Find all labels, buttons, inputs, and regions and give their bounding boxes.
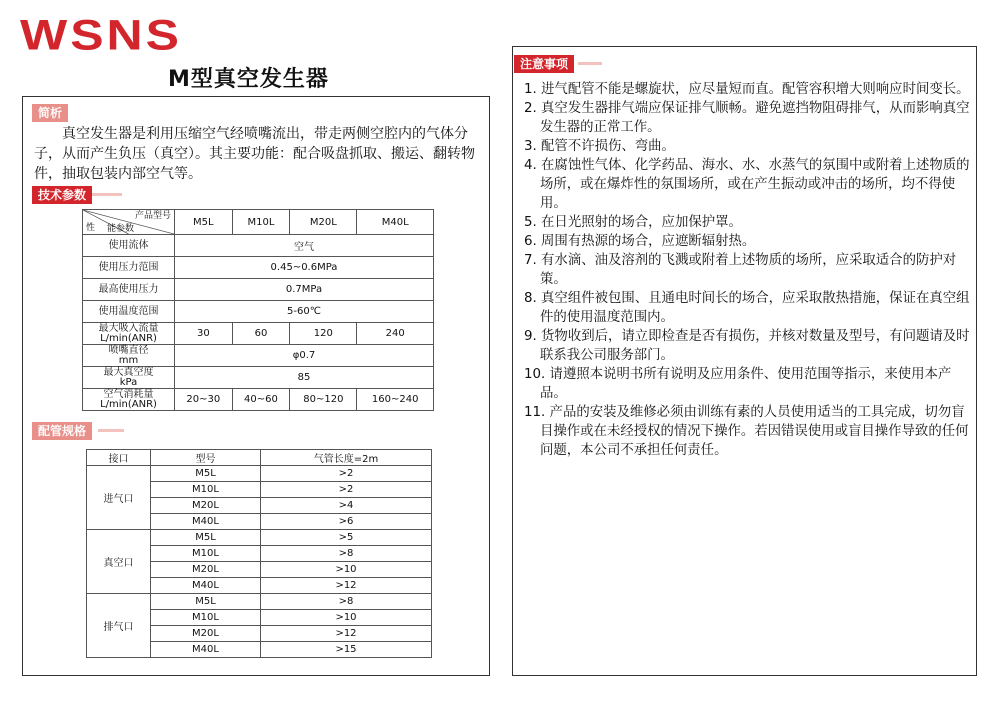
spec-row [83,345,434,367]
spec-cell: 60 [232,323,290,345]
pipe-header-cell: 型号 [151,450,261,466]
pipe-header-row [87,450,432,466]
spec-cell: 40~60 [232,389,290,411]
section-tag-intro: 简析 [32,104,68,122]
pipe-port-cell: 进气口 [87,466,151,530]
note-item: 7. 有水滴、油及溶剂的飞溅或附着上述物质的场所，应采取适合的防护对策。 [524,253,957,287]
pipe-length-cell: >2 [261,482,432,498]
note-item: 8. 真空组件被包围、且通电时间长的场合，应采取散热措施，保证在真空组件的使用温度范围内。 [524,291,970,325]
note-item: 3. 配管不许损伤、弯曲。 [524,139,675,154]
note-item: 1. 进气配管不能是螺旋状，应尽量短而直。配管容积增大则响应时间变长。 [524,82,970,97]
spec-corner-cell [83,210,175,235]
pipe-length-cell: >6 [261,514,432,530]
intro-text: 真空发生器是利用压缩空气经喷嘴流出，带走两侧空腔内的气体分子，从而产生负压（真空）。其主要功能：配合吸盘抓取、搬运、翻转物件，抽取包装内部空气等。 [34,126,475,182]
brand-logo: WSNS [20,11,182,60]
spec-row-label: 最高使用压力 [83,279,175,301]
pipe-model-cell: M10L [151,610,261,626]
spec-row [83,235,434,257]
section-tag-notes: 注意事项 [514,55,574,73]
pipe-header-cell: 接口 [87,450,151,466]
pipe-length-cell: >2 [261,466,432,482]
pipe-model-cell: M20L [151,626,261,642]
pipe-model-cell: M20L [151,498,261,514]
pipe-model-cell: M40L [151,514,261,530]
pipe-length-cell: >12 [261,578,432,594]
pipe-model-cell: M5L [151,594,261,610]
spec-corner-label: 能参数 [107,224,135,234]
spec-cell: 30 [175,323,233,345]
spec-corner-label: 产品型号 [134,211,171,221]
pipe-length-cell: >10 [261,610,432,626]
pipe-model-cell: M5L [151,466,261,482]
pipe-table [86,449,432,658]
spec-model-header: M5L [175,210,233,235]
spec-row [83,301,434,323]
spec-model-header: M10L [232,210,290,235]
note-item: 4. 在腐蚀性气体、化学药品、海水、水、水蒸气的氛围中或附着上述物质的场所，或在爆炸性的氛围场所，或在产生振动或冲击的场所，均不得使用。 [524,158,970,211]
spec-header-row [83,210,434,235]
spec-cell: 0.7MPa [175,279,434,301]
spec-corner-label: 性 [86,223,96,233]
notes-list [524,80,970,460]
spec-row-label: 使用压力范围 [83,257,175,279]
spec-row-label: 空气消耗量 L/min(ANR) [83,389,175,411]
pipe-model-cell: M10L [151,546,261,562]
spec-model-header: M20L [290,210,357,235]
spec-row [83,367,434,389]
note-item: 5. 在日光照射的场合，应加保护罩。 [524,215,742,230]
pipe-row [87,530,432,546]
pipe-model-cell: M10L [151,482,261,498]
pipe-length-cell: >8 [261,546,432,562]
spec-row-label: 使用流体 [83,235,175,257]
pipe-model-cell: M40L [151,578,261,594]
pipe-length-cell: >15 [261,642,432,658]
note-item: 11. 产品的安装及维修必须由训练有素的人员使用适当的工具完成，切勿盲目操作或在未经授权的情况下操作。若因错误使用或盲目操作导致的任何问题，本公司不承担任何责任。 [524,405,969,458]
spec-row-label: 使用温度范围 [83,301,175,323]
pipe-port-cell: 真空口 [87,530,151,594]
pipe-length-cell: >12 [261,626,432,642]
section-tag-spec: 技术参数 [32,186,92,204]
spec-cell: 160~240 [357,389,434,411]
spec-cell: 0.45~0.6MPa [175,257,434,279]
spec-row-label: 喷嘴直径 mm [83,345,175,367]
spec-cell: 240 [357,323,434,345]
spec-table [82,209,434,411]
pipe-length-cell: >8 [261,594,432,610]
spec-row [83,323,434,345]
pipe-length-cell: >5 [261,530,432,546]
spec-cell: 20~30 [175,389,233,411]
spec-cell: 空气 [175,235,434,257]
pipe-model-cell: M40L [151,642,261,658]
spec-row-label: 最大真空度 kPa [83,367,175,389]
spec-row-label: 最大吸入流量 L/min(ANR) [83,323,175,345]
pipe-length-cell: >4 [261,498,432,514]
pipe-row [87,466,432,482]
note-item: 6. 周围有热源的场合，应遮断辐射热。 [524,234,756,249]
tag-underline [578,62,602,65]
note-item: 10. 请遵照本说明书所有说明及应用条件、使用范围等指示，来使用本产品。 [524,367,952,401]
spec-cell: 120 [290,323,357,345]
tag-underline [92,193,122,196]
pipe-header-cell: 气管长度=2m [261,450,432,466]
spec-cell: φ0.7 [175,345,434,367]
spec-model-header: M40L [357,210,434,235]
spec-cell: 5-60℃ [175,301,434,323]
page-title: M型真空发生器 [168,67,329,92]
spec-cell: 80~120 [290,389,357,411]
section-tag-pipe: 配管规格 [32,422,92,440]
tag-underline [98,429,124,432]
pipe-row [87,594,432,610]
note-item: 2. 真空发生器排气端应保证排气顺畅。避免遮挡物阻碍排气，从而影响真空发生器的正常工作。 [524,101,970,135]
note-item: 9. 货物收到后，请立即检查是否有损伤，并核对数量及型号，有问题请及时联系我公司服务部门。 [524,329,970,363]
pipe-model-cell: M20L [151,562,261,578]
spec-cell: 85 [175,367,434,389]
spec-row [83,279,434,301]
pipe-port-cell: 排气口 [87,594,151,658]
spec-row [83,389,434,411]
spec-row [83,257,434,279]
pipe-model-cell: M5L [151,530,261,546]
pipe-length-cell: >10 [261,562,432,578]
